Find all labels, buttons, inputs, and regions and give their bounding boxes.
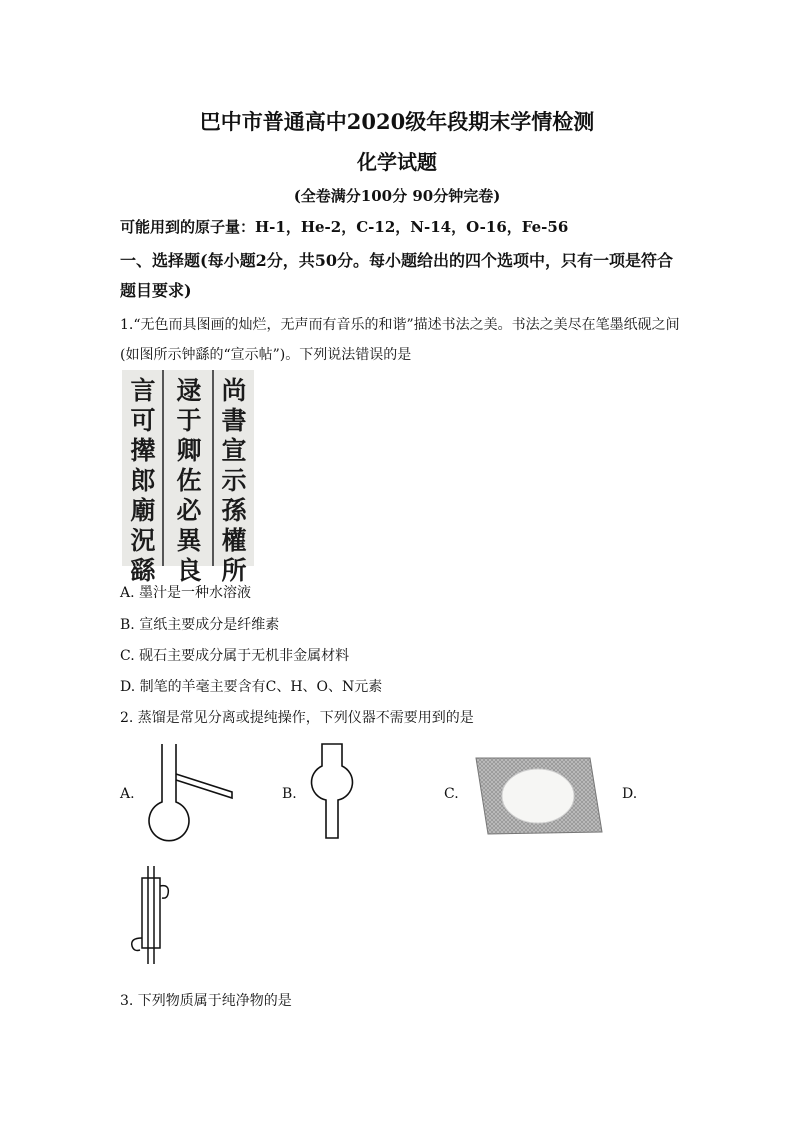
calligraphy-char: 書 [221,406,247,435]
calligraphy-char: 卿 [176,436,202,465]
column-divider [212,370,214,566]
q2-label-d: D. [622,786,638,802]
calligraphy-char: 可 [130,406,156,435]
q1-stem-line2: (如图所示钟繇的“宣示帖”)。下列说法错误的是 [120,347,412,363]
calligraphy-char: 權 [221,526,247,555]
calligraphy-char: 撵 [130,436,156,465]
bulb-tube-image [300,742,364,842]
calligraphy-char: 宣 [221,436,247,465]
q1-stem-line1: 1.“无色而具图画的灿烂，无声而有音乐的和谐”描述书法之美。书法之美尽在笔墨纸砚之间 [120,317,680,333]
calligraphy-column-2 [174,376,204,586]
calligraphy-char: 示 [221,466,247,495]
calligraphy-char: 廟 [130,496,156,525]
section1-heading-line1: 一、选择题(每小题2分，共50分。每小题给出的四个选项中，只有一项是符合 [120,251,673,270]
section1-heading-line2: 题目要求) [120,281,192,300]
q1-option-c: C. 砚石主要成分属于无机非金属材料 [120,648,350,664]
calligraphy-char: 必 [176,496,202,525]
calligraphy-char: 佐 [176,466,202,495]
calligraphy-char: 所 [221,556,247,585]
subject-title: 化学试题 [357,150,437,174]
calligraphy-char: 異 [176,526,202,555]
calligraphy-char: 良 [176,556,202,585]
q1-option-a: A. 墨汁是一种水溶液 [120,585,252,601]
condenser-image [118,864,178,968]
exam-title: 巴中市普通高中2020级年段期末学情检测 [199,109,595,134]
calligraphy-column-3 [219,376,249,586]
calligraphy-char: 繇 [130,556,156,585]
q2-stem: 2. 蒸馏是常见分离或提纯操作，下列仪器不需要用到的是 [120,710,474,726]
column-divider [162,370,164,566]
q1-option-d: D. 制笔的羊毫主要含有C、H、O、N元素 [120,679,383,695]
atomic-mass-line: 可能用到的原子量：H-1，He-2，C-12，N-14，O-16，Fe-56 [120,218,569,236]
calligraphy-char: 孫 [221,496,247,525]
distillation-flask-image [140,740,240,850]
calligraphy-char: 況 [130,526,156,555]
q3-stem: 3. 下列物质属于纯净物的是 [120,993,292,1009]
exam-info: (全卷满分100分 90分钟完卷) [293,187,501,205]
calligraphy-image [122,370,254,585]
gauze-image [472,756,604,836]
calligraphy-char: 逯 [176,376,202,405]
calligraphy-char: 言 [130,376,156,405]
q2-label-a: A. [120,786,135,802]
calligraphy-column-1 [128,376,158,586]
q1-option-b: B. 宣纸主要成分是纤维素 [120,617,280,633]
q2-label-b: B. [282,786,297,802]
calligraphy-char: 尚 [221,376,247,405]
calligraphy-char: 于 [176,406,202,435]
calligraphy-char: 郎 [130,466,156,495]
q2-label-c: C. [444,786,459,802]
